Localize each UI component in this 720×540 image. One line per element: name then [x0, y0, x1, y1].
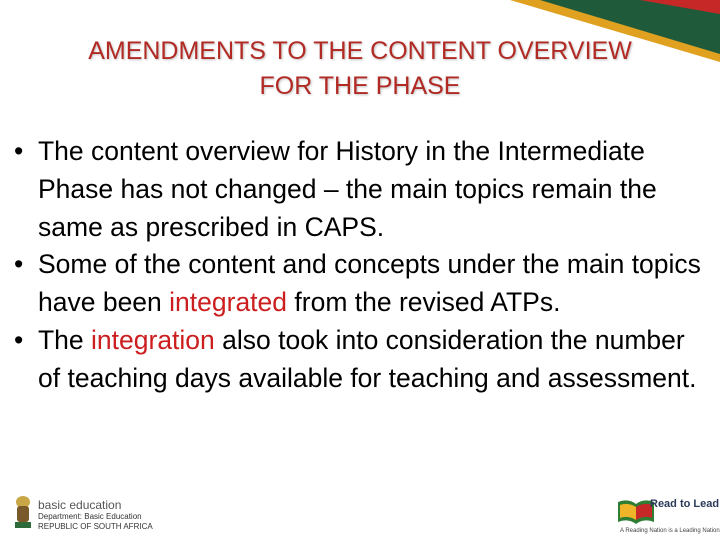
bullet-text: also took into consideration the number of teaching days available for teaching and assessment.: [38, 324, 697, 393]
read-to-lead-tagline: A Reading Nation is a Leading Nation: [620, 528, 720, 534]
bullet-text: from the revised ATPs.: [287, 287, 561, 318]
logo-left-line1: basic education: [38, 498, 122, 512]
read-to-lead-title: Read to Lead: [650, 498, 720, 510]
slide-title-line1: AMENDMENTS TO THE CONTENT OVERVIEW: [88, 37, 632, 65]
bullet-text: The content overview for History in the Intermediate Phase has not changed – the main topics remain the same as prescribed in CAPS.: [38, 136, 657, 242]
bullet-item: [14, 133, 714, 246]
bullet-item: [14, 246, 714, 322]
bullet-dot: •: [14, 324, 24, 355]
highlight-integration: integration: [91, 324, 215, 355]
basic-education-logo: [12, 488, 153, 538]
bullet-item: [14, 322, 714, 398]
bullet-dot: •: [14, 249, 24, 280]
coat-of-arms-icon: [12, 492, 34, 532]
bullet-text: Some of the content and concepts under the main topics have been: [38, 249, 701, 318]
logo-left-line2: Department: Basic Education: [38, 512, 142, 521]
bullet-list: [14, 133, 714, 398]
bullet-text: The: [38, 324, 92, 355]
logo-left-line3: REPUBLIC OF SOUTH AFRICA: [38, 522, 153, 531]
slide-title: [0, 34, 720, 104]
bullet-dot: •: [14, 136, 24, 166]
read-to-lead-logo: [616, 486, 720, 540]
slide-title-line2: FOR THE PHASE: [259, 72, 461, 100]
highlight-integrated: integrated: [169, 287, 288, 318]
